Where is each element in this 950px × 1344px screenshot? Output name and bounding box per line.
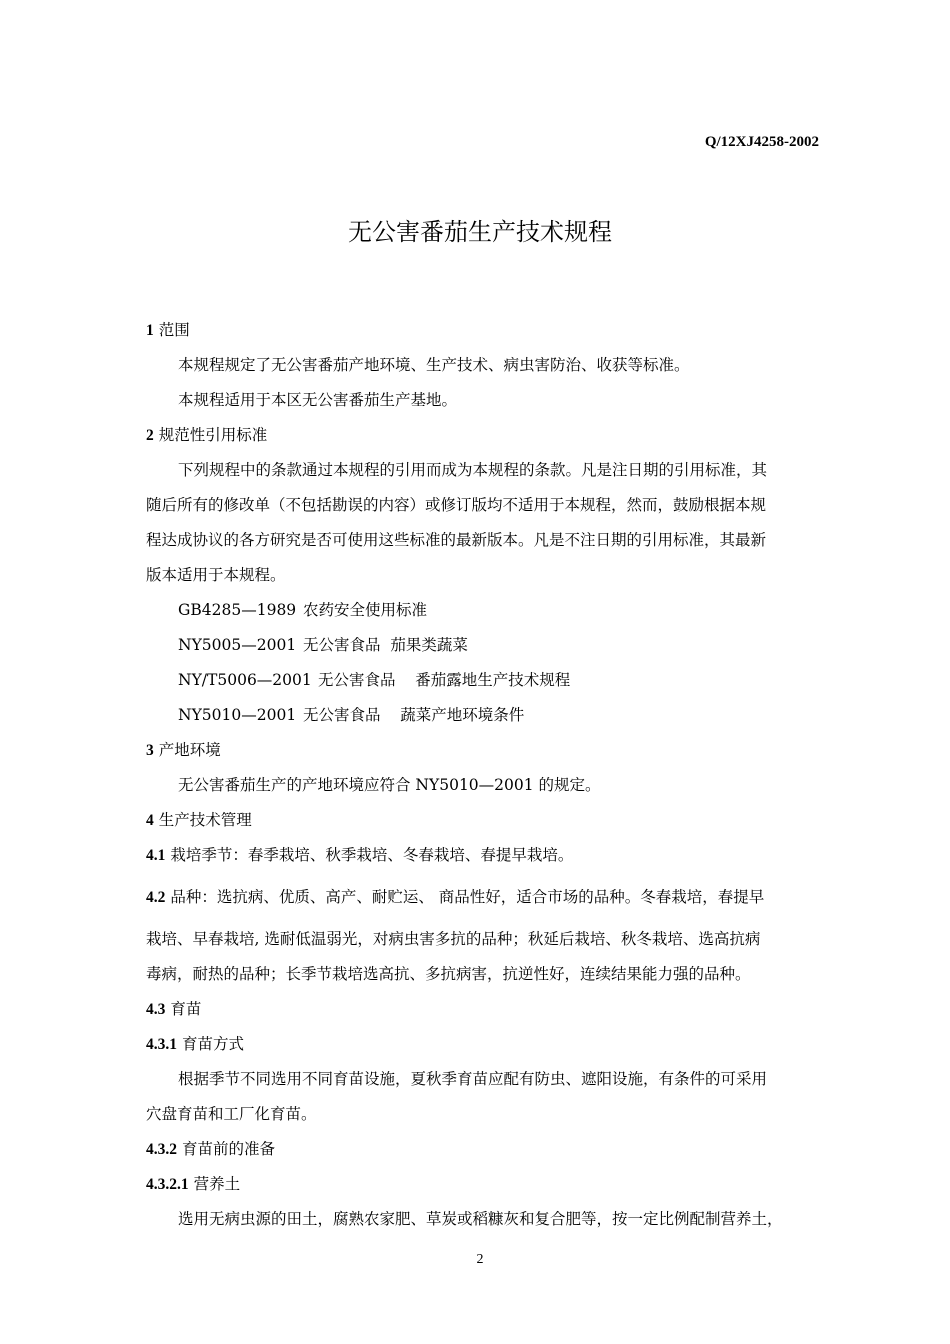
paragraph-line: 版本适用于本规程。 bbox=[146, 566, 286, 584]
paragraph: 无公害番茄生产的产地环境应符合 NY5010—2001 的规定。 bbox=[178, 776, 601, 794]
reference-code: NY5005—2001 bbox=[178, 636, 297, 654]
paragraph-line: 根据季节不同选用不同育苗设施，夏秋季育苗应配有防虫、遮阳设施，有条件的可采用 bbox=[178, 1070, 768, 1088]
subsection-4-3-2-1 bbox=[146, 1172, 240, 1194]
paragraph: 本规程规定了无公害番茄产地环境、生产技术、病虫害防治、收获等标准。 bbox=[178, 356, 690, 374]
section-title: 规范性引用标准 bbox=[158, 426, 268, 444]
section-number: 1 bbox=[146, 322, 154, 339]
subsection-4-3 bbox=[146, 997, 201, 1019]
document-title: 无公害番茄生产技术规程 bbox=[348, 218, 612, 246]
section-number: 4.3 bbox=[146, 1001, 166, 1018]
paragraph: 本规程适用于本区无公害番茄生产基地。 bbox=[178, 391, 458, 409]
reference-code: GB4285—1989 bbox=[178, 601, 297, 619]
reference-item bbox=[178, 703, 524, 725]
paragraph-line: 选用无病虫源的田土，腐熟农家肥、草炭或稻糠灰和复合肥等，按一定比例配制营养土， bbox=[178, 1210, 783, 1228]
reference-code: NY/T5006—2001 bbox=[178, 671, 312, 689]
section-number: 3 bbox=[146, 742, 154, 759]
section-3-heading bbox=[146, 738, 221, 760]
section-title: 营养土 bbox=[193, 1175, 241, 1193]
subsection-4-1 bbox=[146, 843, 573, 865]
section-2-heading bbox=[146, 423, 267, 445]
subsection-text: 栽培季节：春季栽培、秋季栽培、冬春栽培、春提早栽培。 bbox=[170, 846, 574, 864]
section-title: 范围 bbox=[158, 321, 190, 339]
subsection-text: 品种：选抗病、优质、高产、耐贮运、 商品性好，适合市场的品种。冬春栽培，春提早 bbox=[170, 888, 765, 906]
paragraph-line: 栽培、早春栽培, 选耐低温弱光，对病虫害多抗的品种；秋延后栽培、秋冬栽培、选高抗病 bbox=[146, 930, 761, 948]
reference-title: 无公害食品 番茄露地生产技术规程 bbox=[318, 671, 571, 689]
section-1-heading bbox=[146, 318, 190, 340]
reference-item bbox=[178, 633, 468, 655]
paragraph-line: 下列规程中的条款通过本规程的引用而成为本规程的条款。凡是注日期的引用标准，其 bbox=[178, 461, 768, 479]
section-title: 产地环境 bbox=[158, 741, 221, 759]
reference-title: 农药安全使用标准 bbox=[303, 601, 428, 619]
section-title: 生产技术管理 bbox=[158, 811, 252, 829]
subsection-4-3-2 bbox=[146, 1137, 275, 1159]
paragraph-line: 穴盘育苗和工厂化育苗。 bbox=[146, 1105, 317, 1123]
section-number: 4 bbox=[146, 812, 154, 829]
section-number: 4.3.1 bbox=[146, 1036, 177, 1053]
reference-item bbox=[178, 598, 427, 620]
section-number: 4.3.2 bbox=[146, 1141, 177, 1158]
reference-item bbox=[178, 668, 570, 690]
section-number: 4.3.2.1 bbox=[146, 1176, 189, 1193]
reference-code: NY5010—2001 bbox=[178, 706, 297, 724]
section-title: 育苗前的准备 bbox=[181, 1140, 275, 1158]
section-title: 育苗 bbox=[170, 1000, 202, 1018]
reference-title: 无公害食品 茄果类蔬菜 bbox=[303, 636, 468, 654]
reference-title: 无公害食品 蔬菜产地环境条件 bbox=[303, 706, 525, 724]
section-number: 2 bbox=[146, 427, 154, 444]
subsection-4-2 bbox=[146, 885, 764, 907]
section-number: 4.2 bbox=[146, 889, 166, 906]
section-4-heading bbox=[146, 808, 252, 830]
paragraph-line: 毒病，耐热的品种；长季节栽培选高抗、多抗病害，抗逆性好，连续结果能力强的品种。 bbox=[146, 965, 751, 983]
section-number: 4.1 bbox=[146, 847, 166, 864]
document-code: Q/12XJ4258-2002 bbox=[704, 134, 819, 150]
section-title: 育苗方式 bbox=[181, 1035, 244, 1053]
paragraph-line: 程达成协议的各方研究是否可使用这些标准的最新版本。凡是不注日期的引用标准，其最新 bbox=[146, 531, 767, 549]
page-number: 2 bbox=[476, 1252, 484, 1267]
subsection-4-3-1 bbox=[146, 1032, 244, 1054]
paragraph-line: 随后所有的修改单（不包括勘误的内容）或修订版均不适用于本规程，然而，鼓励根据本规 bbox=[146, 496, 767, 514]
